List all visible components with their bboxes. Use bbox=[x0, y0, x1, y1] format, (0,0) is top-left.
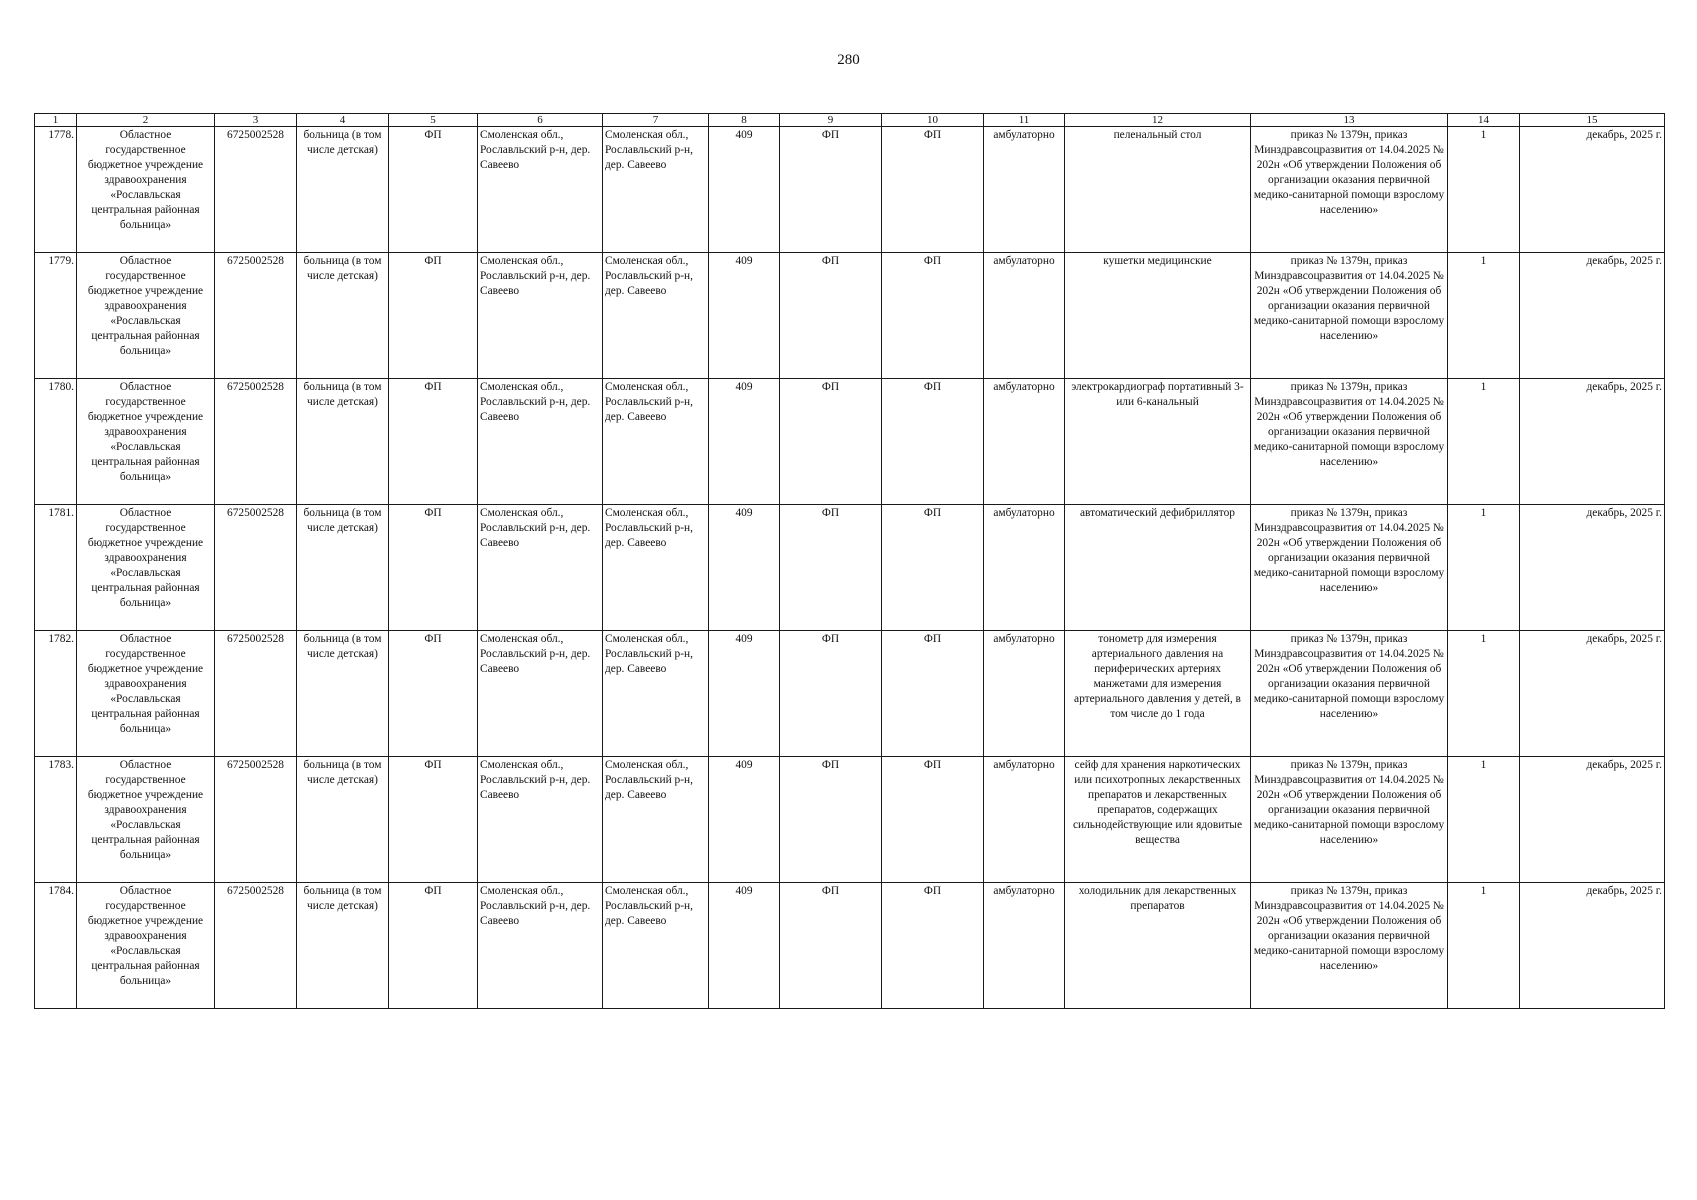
deadline: декабрь, 2025 г. bbox=[1520, 631, 1665, 757]
facility-type: больница (в том числе детская) bbox=[297, 883, 389, 1009]
unit-col10: ФП bbox=[882, 757, 984, 883]
institution-name: Областное государственное бюджетное учреждение здравоохранения «Рославльская центральная районная больница» bbox=[77, 883, 215, 1009]
unit: ФП bbox=[389, 757, 478, 883]
facility-type: больница (в том числе детская) bbox=[297, 505, 389, 631]
equipment: пеленальный стол bbox=[1065, 127, 1251, 253]
column-number-row bbox=[35, 114, 1665, 127]
inn: 6725002528 bbox=[215, 379, 297, 505]
equipment: кушетки медицинские bbox=[1065, 253, 1251, 379]
table-row bbox=[35, 379, 1665, 505]
legal-basis: приказ № 1379н, приказ Минздравсоцразвития от 14.04.2025 № 202н «Об утверждении Положения об организации оказания первичной медико-санитарной помощи взрослому населению» bbox=[1251, 127, 1448, 253]
actual-address: Смоленская обл., Рославльский р-н, дер. Савеево bbox=[603, 631, 709, 757]
row-number: 1781. bbox=[35, 505, 77, 631]
unit-col9: ФП bbox=[780, 505, 882, 631]
unit-col9: ФП bbox=[780, 883, 882, 1009]
legal-basis: приказ № 1379н, приказ Минздравсоцразвития от 14.04.2025 № 202н «Об утверждении Положения об организации оказания первичной медико-санитарной помощи взрослому населению» bbox=[1251, 631, 1448, 757]
deadline: декабрь, 2025 г. bbox=[1520, 757, 1665, 883]
column-header: 12 bbox=[1065, 114, 1251, 127]
unit-col10: ФП bbox=[882, 631, 984, 757]
unit: ФП bbox=[389, 379, 478, 505]
actual-address: Смоленская обл., Рославльский р-н, дер. Савеево bbox=[603, 883, 709, 1009]
equipment: тонометр для измерения артериального давления на периферических артериях манжетами для измерения артериального давления у детей, в том числе до 1 года bbox=[1065, 631, 1251, 757]
code: 409 bbox=[709, 127, 780, 253]
inn: 6725002528 bbox=[215, 505, 297, 631]
column-header: 2 bbox=[77, 114, 215, 127]
row-number: 1780. bbox=[35, 379, 77, 505]
legal-basis: приказ № 1379н, приказ Минздравсоцразвития от 14.04.2025 № 202н «Об утверждении Положения об организации оказания первичной медико-санитарной помощи взрослому населению» bbox=[1251, 505, 1448, 631]
unit-col9: ФП bbox=[780, 757, 882, 883]
legal-basis: приказ № 1379н, приказ Минздравсоцразвития от 14.04.2025 № 202н «Об утверждении Положения об организации оказания первичной медико-санитарной помощи взрослому населению» bbox=[1251, 253, 1448, 379]
row-number: 1779. bbox=[35, 253, 77, 379]
unit: ФП bbox=[389, 127, 478, 253]
legal-address: Смоленская обл., Рославльский р-н, дер. Савеево bbox=[478, 505, 603, 631]
table-row bbox=[35, 127, 1665, 253]
legal-address: Смоленская обл., Рославльский р-н, дер. Савеево bbox=[478, 127, 603, 253]
actual-address: Смоленская обл., Рославльский р-н, дер. Савеево bbox=[603, 505, 709, 631]
quantity: 1 bbox=[1448, 883, 1520, 1009]
column-header: 9 bbox=[780, 114, 882, 127]
column-header: 1 bbox=[35, 114, 77, 127]
column-header: 14 bbox=[1448, 114, 1520, 127]
code: 409 bbox=[709, 757, 780, 883]
care-form: амбулаторно bbox=[984, 757, 1065, 883]
column-header: 8 bbox=[709, 114, 780, 127]
unit-col10: ФП bbox=[882, 379, 984, 505]
registry-table bbox=[34, 113, 1665, 1009]
table-row bbox=[35, 253, 1665, 379]
table-row bbox=[35, 631, 1665, 757]
equipment: автоматический дефибриллятор bbox=[1065, 505, 1251, 631]
equipment: сейф для хранения наркотических или психотропных лекарственных препаратов и лекарственных препаратов, содержащих сильнодействующие или ядовитые вещества bbox=[1065, 757, 1251, 883]
unit-col9: ФП bbox=[780, 631, 882, 757]
legal-basis: приказ № 1379н, приказ Минздравсоцразвития от 14.04.2025 № 202н «Об утверждении Положения об организации оказания первичной медико-санитарной помощи взрослому населению» bbox=[1251, 757, 1448, 883]
deadline: декабрь, 2025 г. bbox=[1520, 379, 1665, 505]
unit-col10: ФП bbox=[882, 253, 984, 379]
quantity: 1 bbox=[1448, 631, 1520, 757]
facility-type: больница (в том числе детская) bbox=[297, 757, 389, 883]
row-number: 1784. bbox=[35, 883, 77, 1009]
column-header: 4 bbox=[297, 114, 389, 127]
deadline: декабрь, 2025 г. bbox=[1520, 127, 1665, 253]
legal-basis: приказ № 1379н, приказ Минздравсоцразвития от 14.04.2025 № 202н «Об утверждении Положения об организации оказания первичной медико-санитарной помощи взрослому населению» bbox=[1251, 883, 1448, 1009]
unit-col10: ФП bbox=[882, 127, 984, 253]
column-header: 11 bbox=[984, 114, 1065, 127]
actual-address: Смоленская обл., Рославльский р-н, дер. Савеево bbox=[603, 379, 709, 505]
legal-address: Смоленская обл., Рославльский р-н, дер. Савеево bbox=[478, 631, 603, 757]
institution-name: Областное государственное бюджетное учреждение здравоохранения «Рославльская центральная районная больница» bbox=[77, 505, 215, 631]
quantity: 1 bbox=[1448, 379, 1520, 505]
unit: ФП bbox=[389, 253, 478, 379]
equipment: электрокардиограф портативный 3-или 6-канальный bbox=[1065, 379, 1251, 505]
column-header: 5 bbox=[389, 114, 478, 127]
quantity: 1 bbox=[1448, 127, 1520, 253]
institution-name: Областное государственное бюджетное учреждение здравоохранения «Рославльская центральная районная больница» bbox=[77, 379, 215, 505]
legal-address: Смоленская обл., Рославльский р-н, дер. Савеево bbox=[478, 379, 603, 505]
actual-address: Смоленская обл., Рославльский р-н, дер. Савеево bbox=[603, 253, 709, 379]
care-form: амбулаторно bbox=[984, 631, 1065, 757]
unit: ФП bbox=[389, 883, 478, 1009]
care-form: амбулаторно bbox=[984, 379, 1065, 505]
code: 409 bbox=[709, 379, 780, 505]
table-row bbox=[35, 505, 1665, 631]
unit-col9: ФП bbox=[780, 253, 882, 379]
code: 409 bbox=[709, 253, 780, 379]
unit-col10: ФП bbox=[882, 505, 984, 631]
facility-type: больница (в том числе детская) bbox=[297, 127, 389, 253]
deadline: декабрь, 2025 г. bbox=[1520, 883, 1665, 1009]
page-number: 280 bbox=[837, 52, 860, 68]
legal-address: Смоленская обл., Рославльский р-н, дер. Савеево bbox=[478, 883, 603, 1009]
row-number: 1783. bbox=[35, 757, 77, 883]
institution-name: Областное государственное бюджетное учреждение здравоохранения «Рославльская центральная районная больница» bbox=[77, 757, 215, 883]
table-row bbox=[35, 757, 1665, 883]
institution-name: Областное государственное бюджетное учреждение здравоохранения «Рославльская центральная районная больница» bbox=[77, 631, 215, 757]
inn: 6725002528 bbox=[215, 631, 297, 757]
code: 409 bbox=[709, 505, 780, 631]
legal-address: Смоленская обл., Рославльский р-н, дер. Савеево bbox=[478, 253, 603, 379]
inn: 6725002528 bbox=[215, 883, 297, 1009]
unit-col9: ФП bbox=[780, 127, 882, 253]
unit-col10: ФП bbox=[882, 883, 984, 1009]
inn: 6725002528 bbox=[215, 253, 297, 379]
code: 409 bbox=[709, 631, 780, 757]
column-header: 7 bbox=[603, 114, 709, 127]
care-form: амбулаторно bbox=[984, 253, 1065, 379]
unit-col9: ФП bbox=[780, 379, 882, 505]
unit: ФП bbox=[389, 505, 478, 631]
care-form: амбулаторно bbox=[984, 505, 1065, 631]
care-form: амбулаторно bbox=[984, 883, 1065, 1009]
deadline: декабрь, 2025 г. bbox=[1520, 505, 1665, 631]
quantity: 1 bbox=[1448, 253, 1520, 379]
actual-address: Смоленская обл., Рославльский р-н, дер. Савеево bbox=[603, 127, 709, 253]
inn: 6725002528 bbox=[215, 127, 297, 253]
institution-name: Областное государственное бюджетное учреждение здравоохранения «Рославльская центральная районная больница» bbox=[77, 253, 215, 379]
legal-address: Смоленская обл., Рославльский р-н, дер. Савеево bbox=[478, 757, 603, 883]
unit: ФП bbox=[389, 631, 478, 757]
column-header: 10 bbox=[882, 114, 984, 127]
actual-address: Смоленская обл., Рославльский р-н, дер. Савеево bbox=[603, 757, 709, 883]
column-header: 3 bbox=[215, 114, 297, 127]
institution-name: Областное государственное бюджетное учреждение здравоохранения «Рославльская центральная районная больница» bbox=[77, 127, 215, 253]
deadline: декабрь, 2025 г. bbox=[1520, 253, 1665, 379]
column-header: 6 bbox=[478, 114, 603, 127]
equipment: холодильник для лекарственных препаратов bbox=[1065, 883, 1251, 1009]
table-row bbox=[35, 883, 1665, 1009]
care-form: амбулаторно bbox=[984, 127, 1065, 253]
legal-basis: приказ № 1379н, приказ Минздравсоцразвития от 14.04.2025 № 202н «Об утверждении Положения об организации оказания первичной медико-санитарной помощи взрослому населению» bbox=[1251, 379, 1448, 505]
facility-type: больница (в том числе детская) bbox=[297, 253, 389, 379]
facility-type: больница (в том числе детская) bbox=[297, 379, 389, 505]
column-header: 15 bbox=[1520, 114, 1665, 127]
inn: 6725002528 bbox=[215, 757, 297, 883]
quantity: 1 bbox=[1448, 505, 1520, 631]
quantity: 1 bbox=[1448, 757, 1520, 883]
column-header: 13 bbox=[1251, 114, 1448, 127]
row-number: 1778. bbox=[35, 127, 77, 253]
row-number: 1782. bbox=[35, 631, 77, 757]
facility-type: больница (в том числе детская) bbox=[297, 631, 389, 757]
code: 409 bbox=[709, 883, 780, 1009]
